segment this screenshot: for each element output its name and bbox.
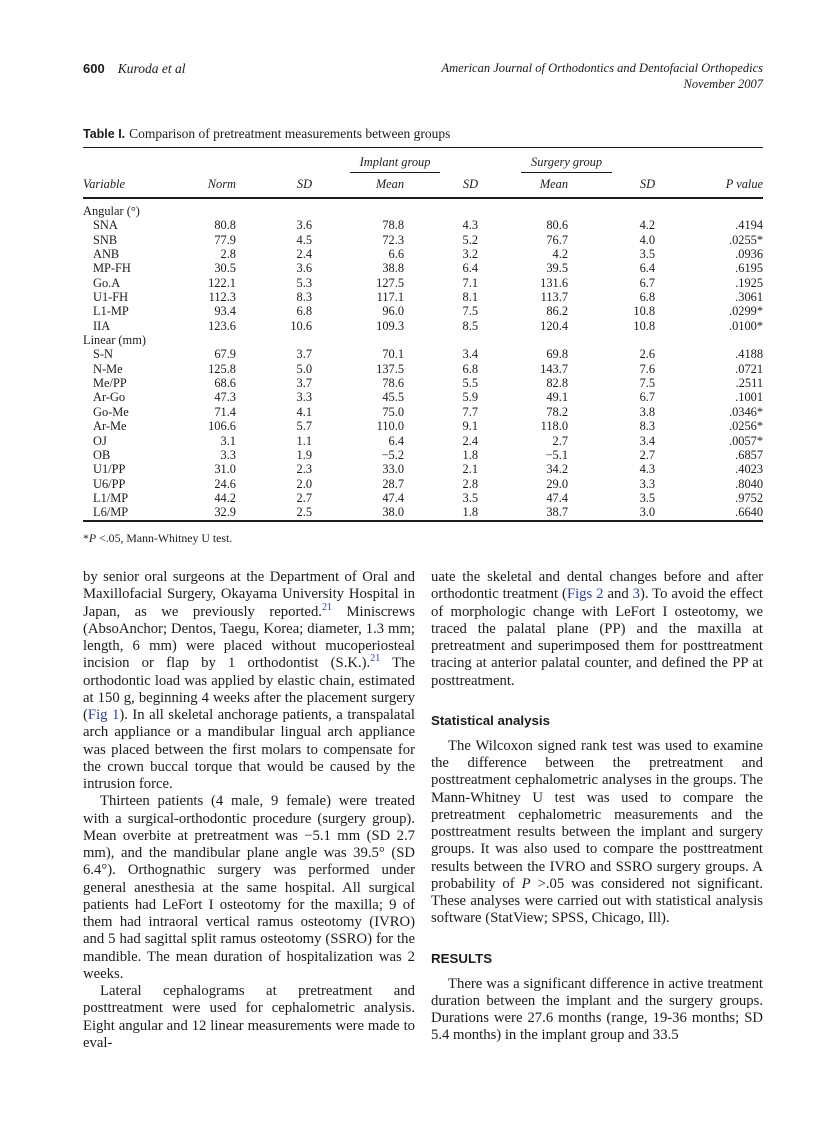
value-cell: 3.6 <box>296 218 313 233</box>
table-row <box>83 390 763 404</box>
value-cell: .1925 <box>735 275 764 290</box>
value-cell: 5.3 <box>296 275 313 290</box>
value-cell: .6195 <box>735 261 764 276</box>
table-row <box>83 491 763 505</box>
value-cell: 118.0 <box>540 419 569 434</box>
value-cell: 143.7 <box>540 361 569 376</box>
table-row <box>83 477 763 491</box>
table-1-block <box>83 126 763 546</box>
value-cell: .0299* <box>728 304 764 319</box>
citation-link[interactable]: 21 <box>321 601 332 613</box>
table-row <box>83 218 763 232</box>
value-cell: 47.4 <box>546 490 569 505</box>
text-segment: The orthodontic load was applied by elastic chain, estimated at 150 g, beginning 4 weeks after the placement surgery ( <box>83 655 415 723</box>
paragraph <box>83 983 415 1052</box>
table-row <box>83 247 763 261</box>
value-cell: .0256* <box>728 419 764 434</box>
text-segment: * <box>83 530 89 545</box>
running-head-left <box>83 60 185 78</box>
value-cell: .4023 <box>735 462 764 477</box>
value-cell: 6.7 <box>639 390 656 405</box>
value-cell: 2.3 <box>296 462 313 477</box>
value-cell: 2.1 <box>462 462 479 477</box>
value-cell: 4.0 <box>639 232 656 247</box>
value-cell: 131.6 <box>540 275 569 290</box>
text-segment: >.05 was considered not significant. These analyses were carried out with statistical analysis software (StatView; SPSS, Chicago, Ill). <box>431 875 763 927</box>
table-row <box>83 434 763 448</box>
value-cell: 6.4 <box>462 261 479 276</box>
col-surgery-mean: Mean <box>478 174 568 198</box>
value-cell: 3.1 <box>220 433 236 448</box>
value-cell: 1.9 <box>296 447 313 462</box>
issue-date: November 2007 <box>683 77 763 91</box>
value-cell: .4194 <box>735 218 764 233</box>
value-cell: 4.3 <box>639 462 656 477</box>
variable-cell: ANB <box>93 247 120 262</box>
variable-cell: Go.A <box>93 275 121 290</box>
value-cell: 2.7 <box>296 490 313 505</box>
group-header-row <box>83 148 763 175</box>
citation-link[interactable]: 21 <box>370 653 381 665</box>
value-cell: 2.4 <box>462 433 479 448</box>
value-cell: 67.9 <box>214 347 236 362</box>
figure-link[interactable]: Fig 1 <box>87 707 120 723</box>
value-cell: 3.3 <box>639 476 656 491</box>
value-cell: .8040 <box>735 476 764 491</box>
table-row <box>83 362 763 376</box>
value-cell: 3.3 <box>296 390 313 405</box>
value-cell: 120.4 <box>540 318 569 333</box>
value-cell: 82.8 <box>546 376 569 391</box>
text-segment: The Wilcoxon signed rank test was used to examine the difference between the pretreatment and posttreatment cephalometric analyses in the groups. The Mann-Whitney U test was used to compare the pretreatment cephalometric measurements and the posttreatment results between the implant and surgery groups. It was also used to compare the posttreatment results between the IVRO and SSRO surgery groups. A probability of <box>431 737 763 892</box>
spacer-cell <box>655 148 763 175</box>
table-row <box>83 276 763 290</box>
variable-cell: U1-FH <box>93 290 129 305</box>
value-cell: 78.6 <box>382 376 405 391</box>
value-cell: 34.2 <box>546 462 569 477</box>
text-segment: Thirteen patients (4 male, 9 female) were treated with a surgical-orthodontic procedure (surgery group). Mean overbite at pretreatment was −5.1 mm (SD 2.7 mm), and the mandibular plane angle was 39.5° (SD 6.4°). Orthognathic surgery was performed under general anesthesia at the same hospital. All surgical patients had LeFort I osteotomy for the maxilla; 9 of them had intraoral vertical ramus osteotomy (IVRO) and 5 had sagittal split ramus osteotomy (SSRO) for the mandible. The mean duration of hospitalization was 2 weeks. <box>83 793 415 982</box>
value-cell: 4.3 <box>462 218 479 233</box>
text-segment: by senior oral surgeons at the Department of Oral and Maxillofacial Surgery, Okayama University Hospital in Japan, as we previously reported. <box>83 569 415 620</box>
value-cell: 8.3 <box>639 419 656 434</box>
value-cell: 5.5 <box>462 376 479 391</box>
value-cell: 127.5 <box>376 275 405 290</box>
value-cell: .4188 <box>735 347 764 362</box>
variable-cell: Ar-Me <box>93 419 127 434</box>
value-cell: 125.8 <box>208 361 236 376</box>
value-cell: 3.7 <box>296 347 313 362</box>
value-cell: 1.8 <box>462 505 479 520</box>
paragraph <box>83 569 415 793</box>
value-cell: 110.0 <box>376 419 405 434</box>
value-cell: 38.7 <box>546 505 569 520</box>
value-cell: 10.8 <box>633 318 656 333</box>
section-row <box>83 333 763 347</box>
value-cell: 3.5 <box>639 490 656 505</box>
paragraph <box>431 569 763 690</box>
value-cell: 78.2 <box>546 404 569 419</box>
text-segment: <.05, Mann-Whitney U test. <box>96 530 233 545</box>
value-cell: 5.7 <box>296 419 313 434</box>
table-footnote <box>83 531 763 546</box>
value-cell: 10.8 <box>633 304 656 319</box>
variable-cell: OB <box>93 447 111 462</box>
value-cell: 5.9 <box>462 390 479 405</box>
text-segment: ). To avoid the effect of morphologic change with LeFort I osteotomy, we traced the palatal plane (PP) and the maxilla at pretreatment and superimposed them for posttreatment tracing at anterior palatal counter, and defined the PP at posttreatment. <box>431 586 763 689</box>
table-caption-text: Comparison of pretreatment measurements between groups <box>129 126 451 141</box>
variable-cell: Go-Me <box>93 404 129 419</box>
value-cell: 2.7 <box>552 433 569 448</box>
value-cell: 2.8 <box>462 476 479 491</box>
value-cell: 38.0 <box>382 505 405 520</box>
table-row <box>83 233 763 247</box>
value-cell: 3.4 <box>462 347 479 362</box>
table-label: Table I. <box>83 127 126 141</box>
text-segment: ). In all skeletal anchorage patients, a transpalatal arch appliance or a mandibular lingual arch appliance was placed between the first molars to compensate for the crown buccal torque that would be caused by the intrusion force. <box>83 707 416 792</box>
value-cell: 2.5 <box>296 505 313 520</box>
table-row <box>83 347 763 361</box>
value-cell: 4.5 <box>296 232 313 247</box>
variable-cell: SNB <box>93 232 118 247</box>
variable-cell: L1-MP <box>93 304 129 319</box>
right-column <box>431 569 763 1052</box>
implant-group-header: Implant group <box>350 155 441 173</box>
article-body <box>83 569 763 1052</box>
value-cell: 7.7 <box>462 404 479 419</box>
value-cell: 28.7 <box>382 476 405 491</box>
value-cell: 71.4 <box>214 404 236 419</box>
table-row <box>83 419 763 433</box>
value-cell: 2.8 <box>220 247 236 262</box>
table-row <box>83 462 763 476</box>
value-cell: −5.2 <box>381 447 405 462</box>
table-row <box>83 319 763 333</box>
value-cell: .9752 <box>735 490 764 505</box>
implant-group-header-cell <box>312 148 478 175</box>
variable-cell: MP-FH <box>93 261 131 276</box>
value-cell: 8.5 <box>462 318 479 333</box>
table-row <box>83 505 763 520</box>
value-cell: .1001 <box>735 390 764 405</box>
value-cell: 44.2 <box>214 490 236 505</box>
value-cell: 7.5 <box>639 376 656 391</box>
figure-link[interactable]: 3 <box>632 586 640 603</box>
value-cell: 33.0 <box>382 462 405 477</box>
table-caption <box>83 126 763 142</box>
value-cell: 117.1 <box>376 290 405 305</box>
value-cell: 6.4 <box>388 433 405 448</box>
value-cell: 2.7 <box>639 447 656 462</box>
running-authors: Kuroda et al <box>117 61 186 76</box>
value-cell: 2.0 <box>296 476 313 491</box>
value-cell: 68.6 <box>214 376 236 391</box>
col-surgery-sd: SD <box>568 174 655 198</box>
value-cell: 8.3 <box>296 290 313 305</box>
value-cell: 32.9 <box>214 505 236 520</box>
section-label: Angular (°) <box>83 204 140 218</box>
value-cell: 39.5 <box>546 261 569 276</box>
text-segment: and <box>603 586 633 603</box>
table-row <box>83 405 763 419</box>
variable-cell: L1/MP <box>93 490 129 505</box>
value-cell: .0100* <box>728 318 764 333</box>
table-row <box>83 448 763 462</box>
value-cell: 78.8 <box>382 218 405 233</box>
col-implant-mean: Mean <box>312 174 404 198</box>
value-cell: 96.0 <box>382 304 405 319</box>
value-cell: 6.8 <box>296 304 313 319</box>
value-cell: 4.1 <box>296 404 313 419</box>
value-cell: 113.7 <box>540 290 569 305</box>
variable-cell: U1/PP <box>93 462 126 477</box>
value-cell: 6.8 <box>639 290 656 305</box>
value-cell: 47.3 <box>214 390 236 405</box>
surgery-group-header-cell <box>478 148 655 175</box>
variable-cell: Ar-Go <box>93 390 126 405</box>
paragraph <box>83 793 415 983</box>
value-cell: 7.6 <box>639 361 656 376</box>
value-cell: .0255* <box>728 232 764 247</box>
col-variable: Variable <box>83 174 193 198</box>
value-cell: 109.3 <box>376 318 405 333</box>
table-body <box>83 198 763 521</box>
col-implant-sd: SD <box>404 174 478 198</box>
paragraph <box>431 738 763 928</box>
page-number: 600 <box>83 61 105 76</box>
value-cell: −5.1 <box>545 447 569 462</box>
spacer-cell <box>83 148 312 175</box>
value-cell: 80.6 <box>546 218 569 233</box>
value-cell: .0346* <box>728 404 764 419</box>
paragraph <box>431 976 763 1045</box>
value-cell: 86.2 <box>546 304 569 319</box>
surgery-group-header: Surgery group <box>521 155 612 173</box>
value-cell: 3.5 <box>639 247 656 262</box>
table-row <box>83 376 763 390</box>
section-heading: Statistical analysis <box>431 712 550 728</box>
col-p-value: P value <box>655 174 763 198</box>
value-cell: 4.2 <box>552 247 569 262</box>
value-cell: 2.6 <box>639 347 656 362</box>
column-header-row <box>83 174 763 198</box>
value-cell: 3.8 <box>639 404 656 419</box>
value-cell: 4.2 <box>639 218 656 233</box>
table-row <box>83 290 763 304</box>
value-cell: 7.5 <box>462 304 479 319</box>
value-cell: 6.4 <box>639 261 656 276</box>
value-cell: 5.2 <box>462 232 479 247</box>
value-cell: 6.8 <box>462 361 479 376</box>
value-cell: 106.6 <box>208 419 236 434</box>
journal-name: American Journal of Orthodontics and Dentofacial Orthopedics <box>441 61 763 75</box>
variable-cell: IIA <box>93 318 111 333</box>
running-head <box>83 60 763 92</box>
text-segment: There was a significant difference in active treatment duration between the implant and the surgery groups. Durations were 27.6 months (range, 19-36 months; SD 5.4 months) in the implant group and 33.5 <box>431 975 763 1044</box>
value-cell: 122.1 <box>208 275 236 290</box>
value-cell: .6640 <box>735 505 764 520</box>
value-cell: 10.6 <box>290 318 313 333</box>
value-cell: .0057* <box>728 433 764 448</box>
value-cell: 47.4 <box>382 490 405 505</box>
value-cell: 29.0 <box>546 476 569 491</box>
variable-cell: N-Me <box>93 361 123 376</box>
left-column <box>83 569 415 1052</box>
value-cell: 38.8 <box>382 261 405 276</box>
table-row <box>83 261 763 275</box>
value-cell: 69.8 <box>546 347 569 362</box>
value-cell: 31.0 <box>214 462 236 477</box>
value-cell: 93.4 <box>214 304 236 319</box>
value-cell: 3.2 <box>462 247 479 262</box>
value-cell: 7.1 <box>462 275 479 290</box>
value-cell: .2511 <box>735 376 764 391</box>
section-heading: RESULTS <box>431 950 493 966</box>
pretreatment-measurements-table <box>83 147 763 522</box>
variable-cell: SNA <box>93 218 118 233</box>
value-cell: 3.4 <box>639 433 656 448</box>
value-cell: 2.4 <box>296 247 313 262</box>
value-cell: .0936 <box>735 247 764 262</box>
value-cell: 8.1 <box>462 290 479 305</box>
variable-cell: S-N <box>93 347 113 362</box>
text-segment: P <box>521 875 531 892</box>
running-head-right <box>442 60 764 92</box>
value-cell: 30.5 <box>214 261 236 276</box>
section-row <box>83 198 763 218</box>
value-cell: 1.8 <box>462 447 479 462</box>
value-cell: 137.5 <box>376 361 405 376</box>
value-cell: 72.3 <box>382 232 405 247</box>
col-norm-sd: SD <box>236 174 312 198</box>
col-norm: Norm <box>193 174 236 198</box>
variable-cell: L6/MP <box>93 505 129 520</box>
value-cell: 77.9 <box>214 232 236 247</box>
figure-link[interactable]: Figs 2 <box>566 586 604 603</box>
value-cell: 45.5 <box>382 390 405 405</box>
value-cell: 75.0 <box>382 404 405 419</box>
text-segment: Miniscrews (AbsoAnchor; Dentos, Taegu, Korea; diameter, 1.3 mm; length, 6 mm) were placed without mucoperiosteal incision or flap by 1 orthodontist (S.K.). <box>83 603 415 672</box>
value-cell: 6.6 <box>388 247 405 262</box>
value-cell: 3.0 <box>639 505 656 520</box>
value-cell: .3061 <box>735 290 764 305</box>
value-cell: 3.3 <box>220 447 236 462</box>
value-cell: 3.7 <box>296 376 313 391</box>
value-cell: .6857 <box>735 447 764 462</box>
variable-cell: OJ <box>93 433 107 448</box>
table-row <box>83 304 763 318</box>
value-cell: 24.6 <box>214 476 236 491</box>
section-label: Linear (mm) <box>83 333 146 348</box>
value-cell: 80.8 <box>214 218 236 233</box>
value-cell: 123.6 <box>208 318 236 333</box>
value-cell: 1.1 <box>296 433 313 448</box>
value-cell: .0721 <box>735 361 764 376</box>
variable-cell: U6/PP <box>93 476 126 491</box>
value-cell: 3.6 <box>296 261 313 276</box>
text-segment: uate the skeletal and dental changes before and after orthodontic treatment ( <box>431 569 763 603</box>
value-cell: 3.5 <box>462 490 479 505</box>
value-cell: 49.1 <box>546 390 569 405</box>
value-cell: 9.1 <box>462 419 479 434</box>
value-cell: 5.0 <box>296 361 313 376</box>
value-cell: 6.7 <box>639 275 656 290</box>
variable-cell: Me/PP <box>93 376 127 391</box>
value-cell: 112.3 <box>208 290 236 305</box>
value-cell: 76.7 <box>546 232 569 247</box>
text-segment: Lateral cephalograms at pretreatment and posttreatment were used for cephalometric analysis. Eight angular and 12 linear measurements were made to eval- <box>83 983 415 1051</box>
text-segment: P <box>88 530 97 545</box>
value-cell: 70.1 <box>382 347 405 362</box>
